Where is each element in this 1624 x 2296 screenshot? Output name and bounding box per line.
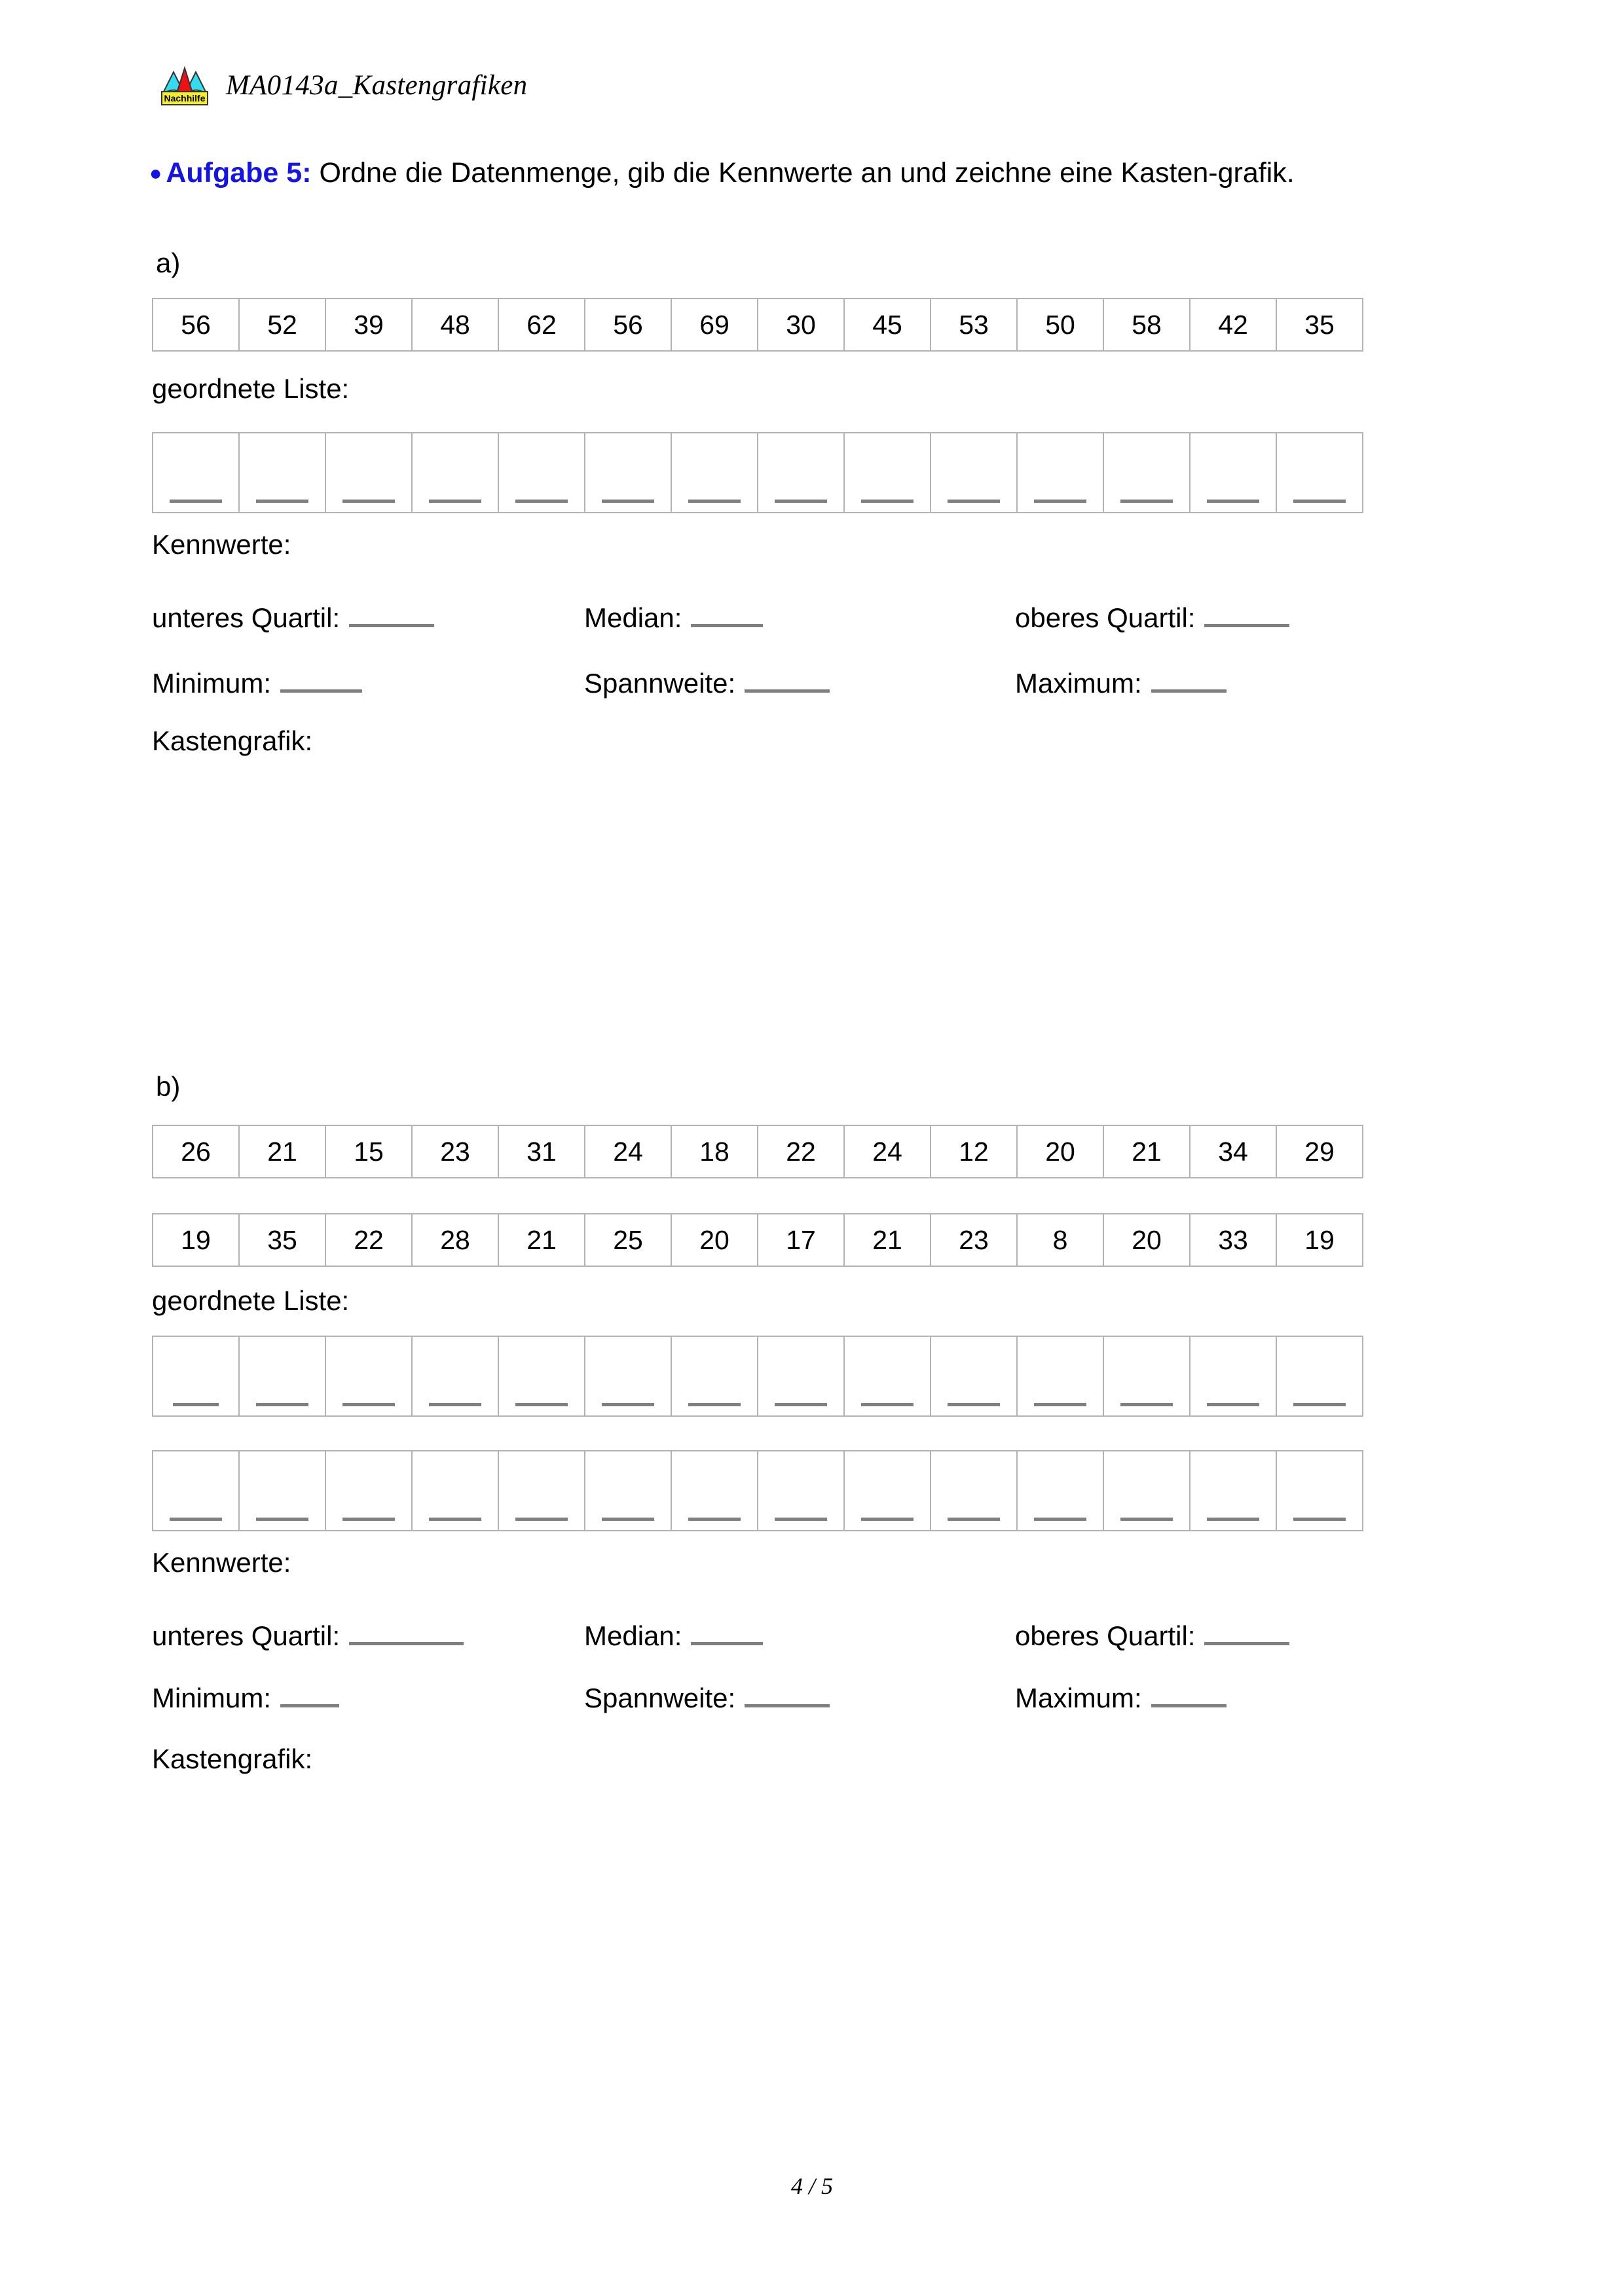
kastengrafik-caption-a: Kastengrafik: xyxy=(152,725,313,756)
answer-blank xyxy=(170,1518,222,1521)
task-text: Ordne die Datenmenge, gib die Kennwerte an und zeichne eine Kasten-grafik. xyxy=(311,157,1295,189)
blank-cell[interactable] xyxy=(1190,1336,1276,1416)
field-label: Maximum: xyxy=(1015,1683,1142,1713)
field-oberes-quartil-a[interactable] xyxy=(1015,602,1289,634)
blank-cell[interactable] xyxy=(758,433,844,513)
field-label: oberes Quartil: xyxy=(1015,602,1196,633)
data-cell: 42 xyxy=(1190,299,1276,351)
task-statement xyxy=(149,155,1472,191)
data-cell: 22 xyxy=(325,1214,412,1266)
data-cell: 50 xyxy=(1017,299,1103,351)
answer-blank xyxy=(1293,1403,1346,1406)
answer-blank xyxy=(745,1704,830,1707)
blank-cell[interactable] xyxy=(1017,1451,1103,1531)
data-cell: 18 xyxy=(671,1125,758,1178)
blank-cell[interactable] xyxy=(498,433,585,513)
field-label: Median: xyxy=(584,602,682,633)
data-cell: 20 xyxy=(1103,1214,1190,1266)
answer-blank xyxy=(349,1642,464,1645)
answer-blank xyxy=(1151,1704,1227,1707)
answer-blank xyxy=(256,1518,308,1521)
answer-blank xyxy=(1207,1518,1259,1521)
answer-blank xyxy=(280,689,362,693)
data-cell: 29 xyxy=(1276,1125,1363,1178)
answer-blank xyxy=(948,500,1000,503)
svg-text:Nachhilfe: Nachhilfe xyxy=(164,93,206,103)
answer-blank xyxy=(602,1518,654,1521)
data-cell: 25 xyxy=(585,1214,671,1266)
answer-blank xyxy=(688,500,741,503)
blank-cell[interactable] xyxy=(153,433,239,513)
blank-cell[interactable] xyxy=(498,1451,585,1531)
field-label: Minimum: xyxy=(152,1683,272,1713)
blank-cell[interactable] xyxy=(153,1451,239,1531)
data-cell: 35 xyxy=(239,1214,325,1266)
data-cell: 21 xyxy=(1103,1125,1190,1178)
data-cell: 53 xyxy=(931,299,1017,351)
data-cell: 56 xyxy=(585,299,671,351)
blank-cell[interactable] xyxy=(412,1451,498,1531)
blank-cell[interactable] xyxy=(758,1451,844,1531)
kennwerte-row-b-2 xyxy=(152,1683,1396,1722)
answer-blank xyxy=(1204,624,1289,627)
answer-blank xyxy=(280,1704,339,1707)
blank-cell[interactable] xyxy=(1103,1451,1190,1531)
answer-blank xyxy=(349,624,434,627)
answer-blank xyxy=(745,689,830,693)
field-spannweite-a[interactable] xyxy=(584,668,830,699)
page-footer xyxy=(0,2172,1624,2200)
answer-blank xyxy=(342,1403,395,1406)
answer-blank xyxy=(602,1403,654,1406)
document-title: MA0143a_Kastengrafiken xyxy=(226,69,528,101)
answer-blank xyxy=(515,500,568,503)
part-label-b: b) xyxy=(156,1071,181,1102)
ordered-list-table-b-row2[interactable] xyxy=(152,1450,1363,1531)
table-row xyxy=(153,1451,1363,1531)
answer-blank xyxy=(1120,1518,1173,1521)
data-cell: 17 xyxy=(758,1214,844,1266)
blank-cell[interactable] xyxy=(1017,1336,1103,1416)
answer-blank xyxy=(775,500,827,503)
blank-cell[interactable] xyxy=(239,1451,325,1531)
answer-blank xyxy=(1034,1518,1086,1521)
blank-cell[interactable] xyxy=(931,433,1017,513)
data-cell: 35 xyxy=(1276,299,1363,351)
data-cell: 8 xyxy=(1017,1214,1103,1266)
page-number: 4 / 5 xyxy=(790,2173,833,2199)
field-median-a[interactable] xyxy=(584,602,763,634)
ordered-list-caption-a: geordnete Liste: xyxy=(152,373,350,404)
answer-blank xyxy=(775,1403,827,1406)
answer-blank xyxy=(1207,1403,1259,1406)
table-row xyxy=(153,299,1363,351)
kennwerte-caption-b: Kennwerte: xyxy=(152,1547,291,1578)
answer-blank xyxy=(691,1642,763,1645)
field-label: Minimum: xyxy=(152,668,272,699)
answer-blank xyxy=(256,500,308,503)
field-label: oberes Quartil: xyxy=(1015,1620,1196,1651)
field-maximum-b[interactable] xyxy=(1015,1683,1227,1714)
data-cell: 12 xyxy=(931,1125,1017,1178)
answer-blank xyxy=(1293,500,1346,503)
data-cell: 24 xyxy=(844,1125,931,1178)
drawing-area-b[interactable] xyxy=(152,1797,1344,2111)
answer-blank xyxy=(429,1518,481,1521)
data-cell: 48 xyxy=(412,299,498,351)
nachhilfe-logo-icon xyxy=(159,63,210,107)
data-cell: 19 xyxy=(153,1214,239,1266)
data-cell: 34 xyxy=(1190,1125,1276,1178)
blank-cell[interactable] xyxy=(412,433,498,513)
answer-blank xyxy=(170,500,222,503)
blank-cell[interactable] xyxy=(585,433,671,513)
answer-blank xyxy=(1293,1518,1346,1521)
data-cell: 28 xyxy=(412,1214,498,1266)
field-label: Spannweite: xyxy=(584,668,736,699)
field-minimum-b[interactable] xyxy=(152,1683,339,1714)
blank-cell[interactable] xyxy=(844,1336,931,1416)
blank-cell[interactable] xyxy=(1190,1451,1276,1531)
blank-cell[interactable] xyxy=(1190,433,1276,513)
data-cell: 15 xyxy=(325,1125,412,1178)
answer-blank xyxy=(429,1403,481,1406)
data-cell: 52 xyxy=(239,299,325,351)
data-table-b-row1 xyxy=(152,1125,1363,1178)
field-label: Spannweite: xyxy=(584,1683,736,1713)
data-cell: 69 xyxy=(671,299,758,351)
blank-cell[interactable] xyxy=(325,433,412,513)
table-row xyxy=(153,1214,1363,1266)
ordered-list-table-b-row1[interactable] xyxy=(152,1336,1363,1417)
blank-cell[interactable] xyxy=(1276,433,1363,513)
answer-blank xyxy=(256,1403,308,1406)
blank-cell[interactable] xyxy=(844,1451,931,1531)
blank-cell[interactable] xyxy=(844,433,931,513)
answer-blank xyxy=(602,500,654,503)
data-cell: 20 xyxy=(671,1214,758,1266)
blank-cell[interactable] xyxy=(239,1336,325,1416)
field-label: Median: xyxy=(584,1620,682,1651)
field-minimum-a[interactable] xyxy=(152,668,362,699)
blank-cell[interactable] xyxy=(412,1336,498,1416)
data-cell: 56 xyxy=(153,299,239,351)
blank-cell[interactable] xyxy=(1276,1336,1363,1416)
data-cell: 21 xyxy=(498,1214,585,1266)
kennwerte-row-a-1 xyxy=(152,602,1396,642)
blank-cell[interactable] xyxy=(325,1451,412,1531)
blank-cell[interactable] xyxy=(1103,1336,1190,1416)
kennwerte-row-b-1 xyxy=(152,1620,1396,1660)
answer-blank xyxy=(948,1518,1000,1521)
blank-cell[interactable] xyxy=(585,1336,671,1416)
answer-blank xyxy=(948,1403,1000,1406)
data-cell: 26 xyxy=(153,1125,239,1178)
answer-blank xyxy=(1034,1403,1086,1406)
data-table-b-row2 xyxy=(152,1213,1363,1267)
field-label: unteres Quartil: xyxy=(152,602,341,633)
data-cell: 23 xyxy=(931,1214,1017,1266)
answer-blank xyxy=(1120,1403,1173,1406)
data-cell: 58 xyxy=(1103,299,1190,351)
answer-blank xyxy=(691,624,763,627)
answer-blank xyxy=(1034,500,1086,503)
blank-cell[interactable] xyxy=(758,1336,844,1416)
answer-blank xyxy=(1207,500,1259,503)
blank-cell[interactable] xyxy=(585,1451,671,1531)
answer-blank xyxy=(1151,689,1227,693)
field-oberes-quartil-b[interactable] xyxy=(1015,1620,1289,1652)
blank-cell[interactable] xyxy=(1017,433,1103,513)
data-cell: 21 xyxy=(239,1125,325,1178)
bullet-icon: ● xyxy=(149,161,162,185)
field-label: unteres Quartil: xyxy=(152,1620,341,1651)
drawing-area-a[interactable] xyxy=(152,779,1344,1054)
answer-blank xyxy=(1120,500,1173,503)
answer-blank xyxy=(861,1403,913,1406)
data-cell: 22 xyxy=(758,1125,844,1178)
data-cell: 33 xyxy=(1190,1214,1276,1266)
answer-blank xyxy=(342,1518,395,1521)
data-cell: 21 xyxy=(844,1214,931,1266)
data-cell: 20 xyxy=(1017,1125,1103,1178)
ordered-list-table-a[interactable] xyxy=(152,432,1363,513)
blank-cell[interactable] xyxy=(671,1451,758,1531)
answer-blank xyxy=(429,500,481,503)
data-cell: 62 xyxy=(498,299,585,351)
document-header xyxy=(159,63,527,107)
kastengrafik-caption-b: Kastengrafik: xyxy=(152,1743,313,1774)
answer-blank xyxy=(861,1518,913,1521)
blank-cell[interactable] xyxy=(671,1336,758,1416)
data-cell: 39 xyxy=(325,299,412,351)
answer-blank xyxy=(861,500,913,503)
ordered-list-caption-b: geordnete Liste: xyxy=(152,1285,350,1316)
table-row xyxy=(153,433,1363,513)
blank-cell[interactable] xyxy=(153,1336,239,1416)
blank-cell[interactable] xyxy=(1103,433,1190,513)
task-label: Aufgabe 5: xyxy=(166,157,312,189)
blank-cell[interactable] xyxy=(239,433,325,513)
field-maximum-a[interactable] xyxy=(1015,668,1227,699)
table-row xyxy=(153,1125,1363,1178)
field-median-b[interactable] xyxy=(584,1620,763,1652)
field-label: Maximum: xyxy=(1015,668,1142,699)
data-cell: 19 xyxy=(1276,1214,1363,1266)
data-cell: 31 xyxy=(498,1125,585,1178)
kennwerte-row-a-2 xyxy=(152,668,1396,707)
data-cell: 45 xyxy=(844,299,931,351)
blank-cell[interactable] xyxy=(1276,1451,1363,1531)
answer-blank xyxy=(515,1403,568,1406)
data-cell: 30 xyxy=(758,299,844,351)
answer-blank xyxy=(688,1518,741,1521)
data-cell: 24 xyxy=(585,1125,671,1178)
blank-cell[interactable] xyxy=(671,433,758,513)
blank-cell[interactable] xyxy=(931,1451,1017,1531)
blank-cell[interactable] xyxy=(931,1336,1017,1416)
answer-blank xyxy=(688,1403,741,1406)
blank-cell[interactable] xyxy=(325,1336,412,1416)
table-row xyxy=(153,1336,1363,1416)
answer-blank xyxy=(775,1518,827,1521)
answer-blank xyxy=(173,1403,219,1406)
blank-cell[interactable] xyxy=(498,1336,585,1416)
field-unteres-quartil-a[interactable] xyxy=(152,602,434,634)
answer-blank xyxy=(515,1518,568,1521)
answer-blank xyxy=(1204,1642,1289,1645)
field-spannweite-b[interactable] xyxy=(584,1683,830,1714)
kennwerte-caption-a: Kennwerte: xyxy=(152,529,291,560)
field-unteres-quartil-b[interactable] xyxy=(152,1620,464,1652)
data-cell: 23 xyxy=(412,1125,498,1178)
answer-blank xyxy=(342,500,395,503)
part-label-a: a) xyxy=(156,247,181,278)
data-table-a-row1 xyxy=(152,298,1363,352)
